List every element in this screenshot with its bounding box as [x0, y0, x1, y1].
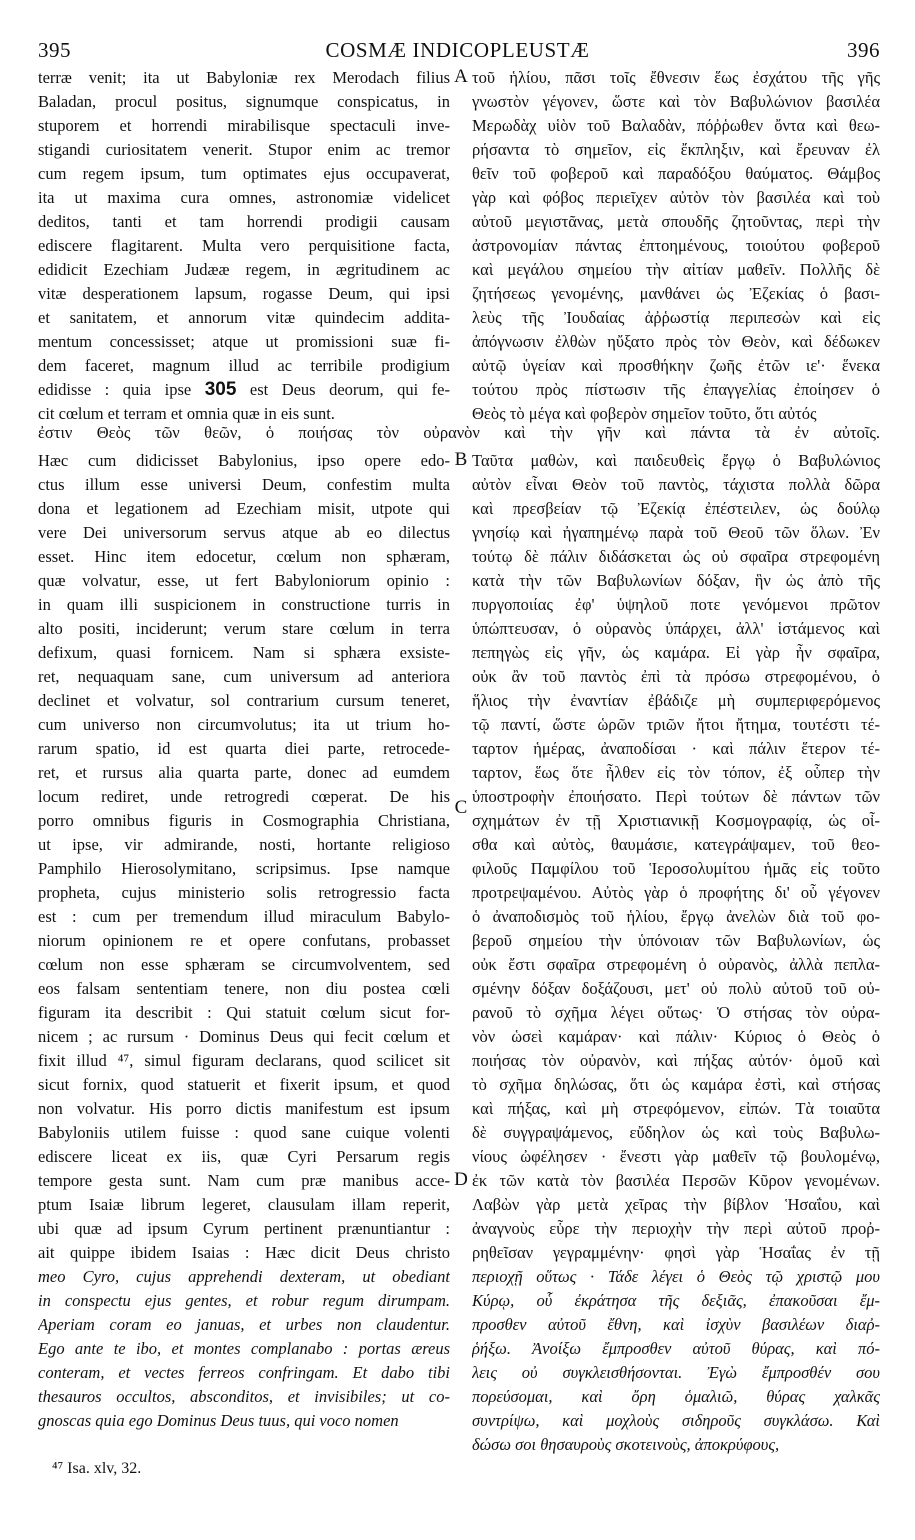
text-line: cit cœlum et terram et omnia quæ in eis sunt.	[38, 404, 335, 423]
text-line: σθα καὶ αὐτὸς, θαυμάσιε, κατεγράψαμεν, τοῦ θεο-	[472, 835, 880, 854]
text-line: eos falsam sententiam tenere, non diu postea cœli	[38, 979, 450, 998]
text-line: νὸν ὡσεὶ καμάραν· καὶ πάλιν· Κύριος ὁ Θεὸς ὁ	[472, 1027, 880, 1046]
text-line: Θεὸς τὸ μέγα καὶ φοβερὸν σημεῖον τοῦτο, ὅτι αὐτός	[472, 404, 817, 423]
text-line: τὸ σχῆμα δηλώσας, ὅτι ὡς καμάρα ἐστὶ, καὶ στήσας	[472, 1075, 880, 1094]
text-line: ῥήξω. Ἀνοίξω ἔμπροσθεν αὐτοῦ θύρας, καὶ πό-	[472, 1339, 880, 1358]
page-reference-number: 305	[204, 379, 237, 400]
text-line: δὲ συγγραψάμενος, εὔδηλον ὡς καὶ τοὺς Βαβυλω-	[472, 1123, 880, 1142]
text-line: stigandi curiositatem venerit. Stupor enim ac tremor	[38, 140, 450, 159]
text-line: mentum concessisset; atque ut promissioni suæ fi-	[38, 332, 450, 351]
text-line: γνωστὸν γέγονεν, ὥστε καὶ τὸν Βαβυλώνιον βασιλέα	[472, 92, 880, 111]
text-line: αὐτὸν εἶναι Θεὸν τοῦ παντὸς, τάχιστα πολλὰ δῶρα	[472, 475, 880, 494]
text-line: ποιήσας τὸν οὐρανὸν, καὶ πήξας αὐτόν· ὁμοῦ καὶ	[472, 1051, 880, 1070]
text-line: non volvatur. His porro dictis manifestum est ipsum	[38, 1099, 450, 1118]
text-line: Babyloniis utilem fuisse : quod sane cuique volenti	[38, 1123, 450, 1142]
text-line: ταρτον ἡμέρας, ἀναποδίσαι · καὶ πάλιν ἕτερον τέ-	[472, 739, 880, 758]
right-page-number: 396	[847, 38, 880, 62]
text-line: Λαβὼν γὰρ μετὰ χεῖρας τὴν βίβλον Ἡσαΐου, καὶ	[472, 1195, 880, 1214]
text-line: ptum Isaiæ librum legeret, clausulam illam reperit,	[38, 1195, 450, 1214]
text-line: νίους ὠφέλησεν · ἔνεστι γὰρ μαθεῖν τῷ βουλομένῳ,	[472, 1147, 880, 1166]
text-line: βεροῦ σημείου τὴν ὑπόνοιαν τῶν Βαβυλωνίων, ὡς	[472, 931, 880, 950]
text-line: niorum opinionem re et opere confutans, probasset	[38, 931, 450, 950]
text-line: ediscere flagitarent. Multa vero perquisitione facta,	[38, 236, 450, 255]
text-line: esset. Hinc item edocetur, cœlum non sphæram,	[38, 547, 450, 566]
text-line: κατὰ τὴν τῶν Βαβυλωνίων δόξαν, ἣν ὡς ἀπὸ τῆς	[472, 571, 880, 590]
text-line: φιλοῦς Παμφίλου τοῦ Ἱεροσολυμίτου ἡμᾶς εἰς τοῦτο	[472, 859, 880, 878]
text-line: ταρτον, ἕως ὅτε ἦλθεν εἰς τὸν τόπον, ἐξ οὗπερ τὴν	[472, 763, 880, 782]
text-line: defixum, quasi fornicem. Nam si sphæra exsiste-	[38, 643, 450, 662]
text-line: et sanitatem, et annorum vitæ quindecim addita-	[38, 308, 450, 327]
text-line: Hæc cum didicisset Babylonius, ipso opere edo-	[38, 451, 450, 470]
text-line: cœlum non esse sphæram se circumvolventem, sed	[38, 955, 450, 974]
text-line: ret, et rursus alia quarta parte, donec ad eumdem	[38, 763, 450, 782]
text-line: vitæ desperationem lapsum, rogasse Deum, qui ipsi	[38, 284, 450, 303]
text-line	[38, 378, 450, 402]
text-line: in conspectu ejus gentes, et robur regum dirumpam.	[38, 1291, 450, 1310]
text-line: ret, nequaquam sane, cum universum ad anteriora	[38, 667, 450, 686]
text-line: ζητήσεως γενομένης, μανθάνει ὡς Ἐζεκίας ὁ βασι-	[472, 284, 880, 303]
text-line: conteram, et vectes ferreos confringam. Et dabo tibi	[38, 1363, 450, 1382]
text-line: τοῦ ἡλίου, πᾶσι τοῖς ἔθνεσιν ἕως ἐσχάτου τῆς γῆς	[472, 68, 880, 87]
text-line: locum rediret, unde retrogredi cœperat. De his	[38, 787, 450, 806]
text-fragment: edidisse : quia ipse	[38, 380, 205, 399]
text-line: figuram ita describit : Qui statuit cœlum sicut for-	[38, 1003, 450, 1022]
text-line: γὰρ καὶ φόβος περιεῖχεν αὐτὸν τὸν βασιλέα καὶ τοὺ	[472, 188, 880, 207]
text-line: προσθεν αὐτοῦ ἔθνη, καὶ ἰσχὺν βασιλέων διαῤ-	[472, 1315, 880, 1334]
text-line: alto positi, inciderunt; verum stare cœlum in terra	[38, 619, 450, 638]
text-line: συντρίψω, καὶ μοχλοὺς σιδηροῦς συγκλάσω. Καὶ	[472, 1411, 880, 1430]
text-line: προτρεψαμένου. Αὐτὸς γὰρ ὁ προφήτης δι' οὗ γέγονεν	[472, 883, 880, 902]
text-line: terræ venit; ita ut Babyloniæ rex Merodach filius	[38, 68, 450, 87]
text-line: αὐτῷ ὑγείαν καὶ προσθήκην ζωῆς ἐτῶν ιε'· ἕνεκα	[472, 356, 880, 375]
text-line: καὶ μεγάλου σημείου τὴν αἰτίαν μαθεῖν. Πολλῆς δὲ	[472, 260, 880, 279]
margin-marker-b: B	[454, 449, 468, 470]
text-line: est : cum per tremendum illud miraculum Babylo-	[38, 907, 450, 926]
text-line: γνησίῳ καὶ ἠγαπημένῳ παρὰ τοῦ Θεοῦ τῶν ὅλων. Ἐν	[472, 523, 880, 542]
running-header	[0, 38, 915, 68]
text-line: tempore gesta sunt. Nam cum præ manibus acce-	[38, 1171, 450, 1190]
text-line: Ego ante te ibo, et montes complanabo : portas æreus	[38, 1339, 450, 1358]
text-line	[38, 354, 450, 378]
text-line: τούτου πρὸς πίστωσιν τῆς ἐπαγγελίας ἐποίησεν ὁ	[472, 380, 880, 399]
text-line: ρήσαντα τὸ σημεῖον, εἰς ἔκπληξιν, καὶ ἔρευναν ἐλ	[472, 140, 880, 159]
text-line: θεῖν τοῦ φοβεροῦ καὶ παραδόξου θαύματος. Θάμβος	[472, 164, 880, 183]
text-line: edidicit Ezechiam Judææ regem, in ægritudinem ac	[38, 260, 450, 279]
text-line: Aperiam coram eo januas, et urbes non claudentur.	[38, 1315, 450, 1334]
greek-column-top	[472, 66, 880, 426]
text-line: ρηθεῖσαν γεγραμμένην· φησὶ γὰρ Ἡσαΐας ἐν τῇ	[472, 1243, 880, 1262]
spanning-greek-line: ἐστιν Θεὸς τῶν θεῶν, ὁ ποιήσας τὸν οὐρανὸν καὶ τὴν γῆν καὶ πάντα τὰ ἐν αὐτοῖς.	[38, 423, 880, 442]
text-line: ediscere liceat ex iis, quæ Cyri Persarum regis	[38, 1147, 450, 1166]
text-line: τῷ παντί, ὥστε ὡρῶν τριῶν ἤτοι ἤτημα, τουτέστι τέ-	[472, 715, 880, 734]
text-line: in quam illi suspicionem in constructione turris in	[38, 595, 450, 614]
footnote: ⁴⁷ Isa. xlv, 32.	[52, 1460, 142, 1477]
text-line: πυργοποιίας ἐφ' ὑψηλοῦ ποτε γενόμενοι πρῶτον	[472, 595, 880, 614]
text-line: Κύρῳ, οὗ ἐκράτησα τῆς δεξιᾶς, ἐπακοῦσαι ἔμ-	[472, 1291, 880, 1310]
text-line: rarum spatio, id est quarta diei parte, retrocede-	[38, 739, 450, 758]
text-line: τούτῳ δὲ πάλιν διδάσκεται ὡς οὐ σφαῖρα στρεφομένη	[472, 547, 880, 566]
text-line: οὐκ ἔστι σφαῖρα στρεφομένη ὁ οὐρανὸς, ἀλλὰ πεπλα-	[472, 955, 880, 974]
text-line: καὶ πήξας, καὶ μὴ στρεφόμενον, εἰπών. Τὰ τοιαῦτα	[472, 1099, 880, 1118]
text-fragment: dem faceret, magnum illud ac terribile prodigium	[38, 356, 450, 375]
text-line: περιοχῇ οὕτως · Τάδε λέγει ὁ Θεὸς τῷ χριστῷ μου	[472, 1267, 880, 1286]
text-line: sicut fornix, quod statuerit et fixerit ipsum, et quod	[38, 1075, 450, 1094]
text-line: ὑπώπτευσαν, ὁ οὐρανὸς ὑπάρχει, ἀλλ' ἱστάμενος καὶ	[472, 619, 880, 638]
text-line: ὑποστροφὴν ἐποιήσατο. Περὶ τούτων δὲ πάντων τῶν	[472, 787, 880, 806]
left-page-number: 395	[38, 38, 71, 62]
text-line: quæ volvatur, esse, ut fert Babyloniorum opinio :	[38, 571, 450, 590]
text-line: Baladan, procul positus, signumque conspicatus, in	[38, 92, 450, 111]
margin-marker-c: C	[454, 797, 468, 818]
text-line: vere Dei universorum servus atque ab eo dilectus	[38, 523, 450, 542]
text-line: Ταῦτα μαθὼν, καὶ παιδευθεὶς ἔργῳ ὁ Βαβυλώνιος	[472, 451, 880, 470]
text-line: πορεύσομαι, καὶ ὄρη ὁμαλιῶ, θύρας χαλκᾶς	[472, 1387, 880, 1406]
text-line: ait quippe ibidem Isaias : Hæc dicit Deus christo	[38, 1243, 450, 1262]
text-line: ut ipse, vir admirande, nosti, hortante religioso	[38, 835, 450, 854]
text-line: λεις οὐ συγκλεισθήσονται. Ἐγὼ ἔμπροσθέν σου	[472, 1363, 880, 1382]
latin-column-top	[38, 66, 450, 426]
text-line: thesauros occultos, absconditos, et invisibiles; ut co-	[38, 1387, 450, 1406]
text-line: deditos, tanti et tam horrendi prodigii causam	[38, 212, 450, 231]
text-line: porro omnibus figuris in Cosmographia Christiana,	[38, 811, 450, 830]
text-line: Μερωδὰχ υἱὸν τοῦ Βαλαδὰν, πόῤῥωθεν ὄντα καὶ θεω-	[472, 116, 880, 135]
text-line: ubi quæ ad ipsum Cyrum pertinent prænuntiantur :	[38, 1219, 450, 1238]
text-line: ita ut maxima cura omnes, astronomiæ videlicet	[38, 188, 450, 207]
margin-marker-d: D	[454, 1169, 468, 1190]
running-title: COSMÆ INDICOPLEUSTÆ	[325, 38, 590, 62]
text-line: propheta, cujus ministerio solis retrogressio facta	[38, 883, 450, 902]
text-line: ἐκ τῶν κατὰ τὸν βασιλέα Περσῶν Κῦρον γενομένων.	[472, 1171, 880, 1190]
text-line: καὶ πρεσβείαν τῷ Ἐζεκίᾳ ἐπέστειλεν, ὡς δούλῳ	[472, 499, 880, 518]
text-line: ἥλιος τὴν ἐναντίαν ἐβάδιζε μὴ συμπεριφερόμενος	[472, 691, 880, 710]
text-line: αὐτοῦ μεγιστᾶνας, μετὰ σπουδῆς ζητοῦντας, περὶ τὴν	[472, 212, 880, 231]
text-line: σχημάτων ἐν τῇ Χριστιανικῇ Κοσμογραφίᾳ, ὡς οἶ-	[472, 811, 880, 830]
text-line: ὁ ἀναποδισμὸς τοῦ ἡλίου, ἔργῳ ἀνελὼν διὰ τοῦ φο-	[472, 907, 880, 926]
text-line: cum regem ipsum, tum optimates ejus occupaverat,	[38, 164, 450, 183]
text-line: πεπηγὼς εἰς γῆν, ὡς καμάρα. Εἰ γὰρ ἦν σφαῖρα,	[472, 643, 880, 662]
text-fragment: est Deus deorum, qui fe-	[236, 380, 450, 399]
text-line: σμένην δόξαν δοξάζουσι, μετ' οὐ πολὺ αὐτοῦ τοῦ οὐ-	[472, 979, 880, 998]
text-line: ctus illum esse universi Deum, confestim multa	[38, 475, 450, 494]
greek-column-bottom	[472, 449, 880, 1457]
text-line: dona et legationem ad Ezechiam misit, utpote qui	[38, 499, 450, 518]
text-line: οὐκ ἂν τοῦ παντὸς ἐπὶ τὰ πρόσω στρεφομένου, ὁ	[472, 667, 880, 686]
text-line: λεὺς τῆς Ἰουδαίας ἀῤῥωστίᾳ περιπεσὼν καὶ εἰς	[472, 308, 880, 327]
text-line: Pamphilo Hierosolymitano, scripsimus. Ipse namque	[38, 859, 450, 878]
text-line: fixit illud ⁴⁷, simul figuram declarans, quod scilicet sit	[38, 1051, 450, 1070]
text-line: gnoscas quia ego Dominus Deus tuus, qui voco nomen	[38, 1411, 399, 1430]
text-line: ἀστρονομίαν πάντας ἐπτοημένους, τοιούτου φοβεροῦ	[472, 236, 880, 255]
latin-column-bottom	[38, 449, 450, 1433]
text-line: δώσω σοι θησαυροὺς σκοτεινοὺς, ἀποκρύφους,	[472, 1435, 780, 1454]
text-line: ἀναγνοὺς εὗρε τὴν περιοχὴν τὴν περὶ αὐτοῦ προῤ-	[472, 1219, 880, 1238]
text-line: declinet et volvatur, sol contrarium cursum teneret,	[38, 691, 450, 710]
text-line: ρανοῦ τὸ σχῆμα λέγει οὕτως· Ὁ στήσας τὸν οὐρα-	[472, 1003, 880, 1022]
margin-marker-a: A	[454, 66, 468, 87]
text-line: cum universo non circumvolutus; ita ut trium ho-	[38, 715, 450, 734]
text-line: meo Cyro, cujus apprehendi dexteram, ut obediant	[38, 1267, 450, 1286]
text-line: ἀπόγνωσιν ἐλθὼν ηὔξατο πρὸς τὸν Θεὸν, καὶ δέδωκεν	[472, 332, 880, 351]
text-line: stuporem et horrendi mirabilisque spectaculi inve-	[38, 116, 450, 135]
text-line: nicem ; ac rursum · Dominus Deus qui fecit cœlum et	[38, 1027, 450, 1046]
